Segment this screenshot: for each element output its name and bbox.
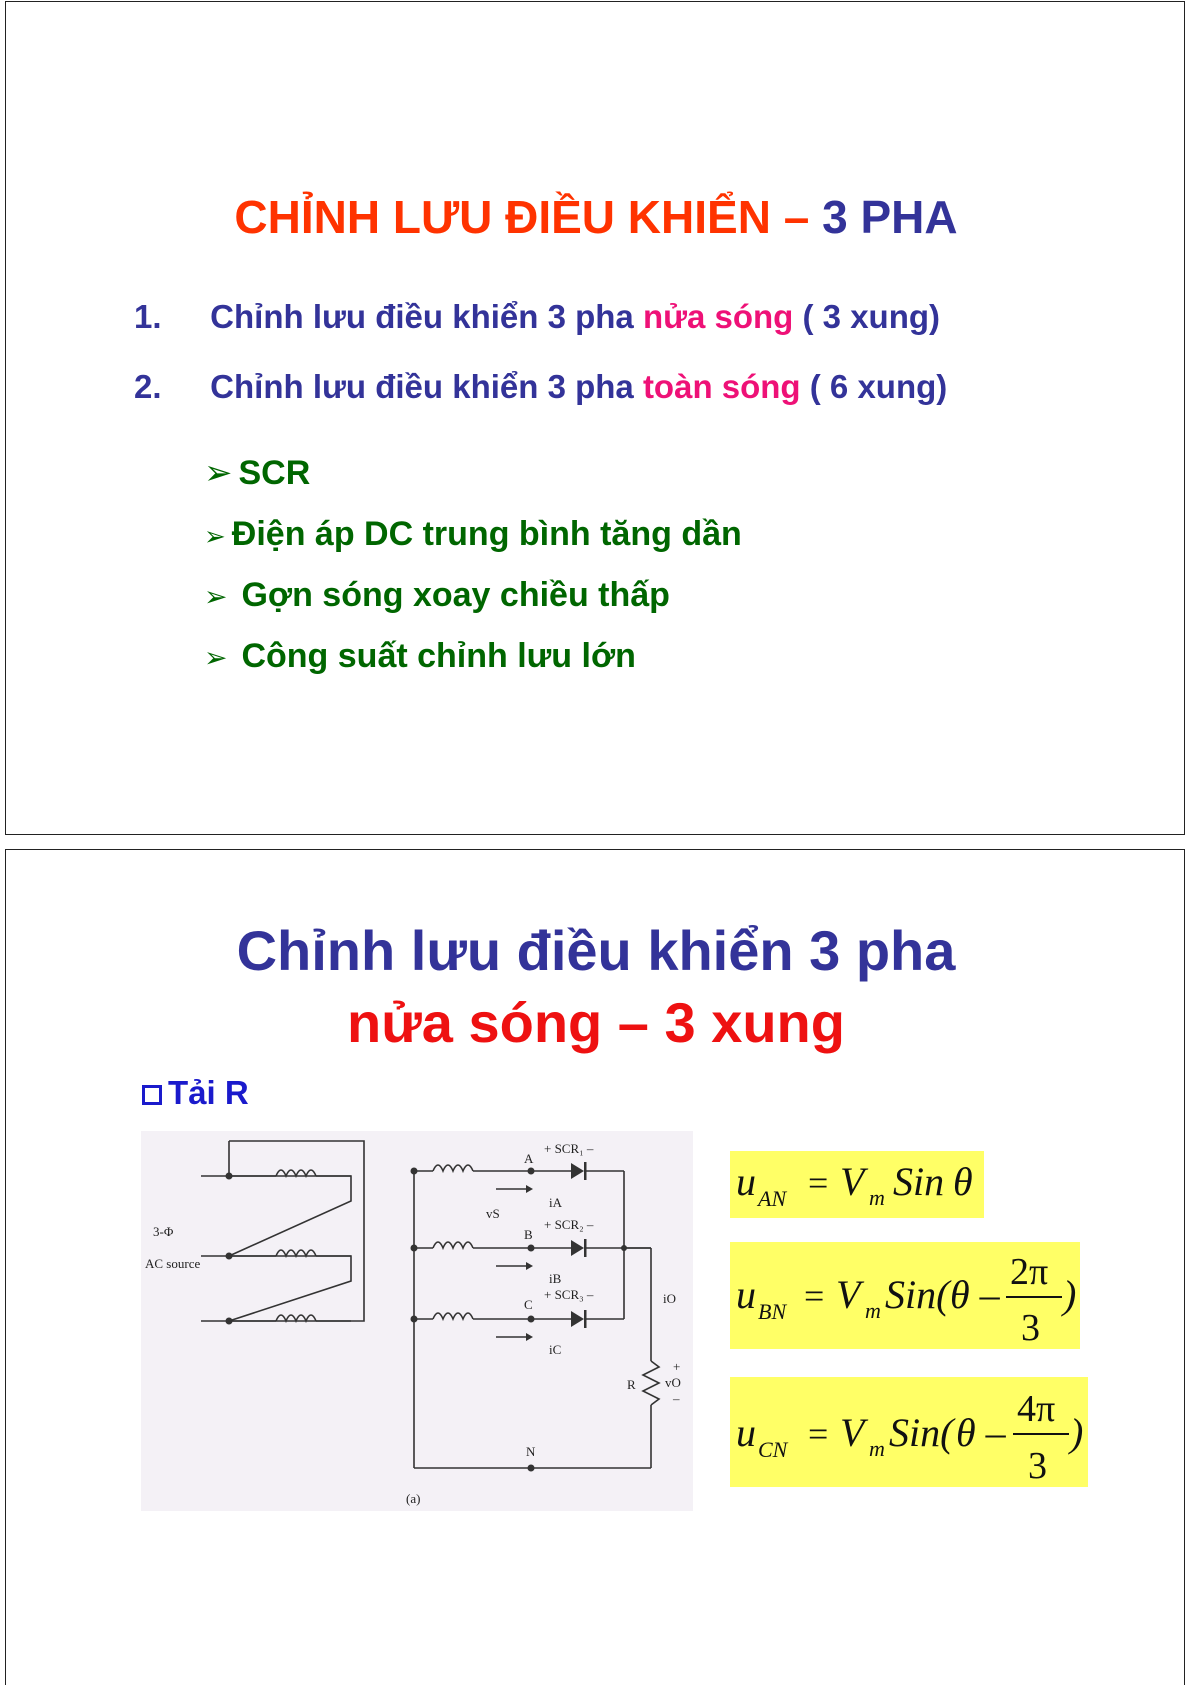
current-label: iO <box>663 1291 676 1306</box>
svg-text:BN: BN <box>758 1299 787 1324</box>
slide-2 <box>5 849 1185 1685</box>
svg-text:u: u <box>736 1272 756 1317</box>
svg-text:θ –: θ – <box>950 1272 1000 1317</box>
equation-uan <box>730 1151 984 1218</box>
svg-text:=: = <box>808 1414 829 1454</box>
svg-text:): ) <box>1070 1410 1084 1455</box>
svg-text:): ) <box>1063 1272 1077 1317</box>
list-number: 1. <box>134 298 162 335</box>
node-label: A <box>524 1151 534 1166</box>
list-text: Chỉnh lưu điều khiển 3 pha <box>210 298 634 335</box>
node-label: N <box>526 1444 536 1459</box>
scr-label: + SCR₃ – <box>544 1287 594 1302</box>
current-label: iB <box>549 1271 562 1286</box>
svg-text:=: = <box>804 1276 825 1316</box>
voltage-label: vO <box>665 1375 681 1390</box>
figure-caption: (a) <box>406 1491 421 1506</box>
source-label: 3-Φ <box>153 1224 174 1239</box>
list-suffix: ( 3 xung) <box>802 298 941 335</box>
svg-text:V: V <box>840 1159 865 1204</box>
arrow-bullet-icon: ➢ <box>204 454 233 492</box>
bullet-item: ➢ Điện áp DC trung bình tăng dần <box>204 515 742 553</box>
scr-label: + SCR₁ – <box>544 1141 594 1156</box>
svg-text:3: 3 <box>1028 1445 1047 1487</box>
list-item-1 <box>134 298 940 336</box>
node-label: B <box>524 1227 533 1242</box>
svg-text:u: u <box>736 1410 756 1455</box>
svg-text:V: V <box>840 1410 865 1455</box>
svg-text:CN: CN <box>758 1437 788 1462</box>
voltage-label: vS <box>486 1206 500 1221</box>
bullet-item: ➢ Gợn sóng xoay chiều thấp <box>204 576 670 614</box>
equation-ucn <box>730 1377 1088 1487</box>
title-part-2: 3 PHA <box>822 191 958 243</box>
list-item-2 <box>134 368 947 406</box>
source-label: AC source <box>145 1256 201 1271</box>
slide-2-title-line-2: nửa sóng – 3 xung <box>347 991 845 1054</box>
bullet-item: ➢ SCR <box>204 454 311 492</box>
svg-text:θ –: θ – <box>956 1410 1006 1455</box>
list-highlight: nửa sóng <box>642 298 794 335</box>
list-suffix: ( 6 xung) <box>809 368 948 405</box>
resistor-label: R <box>627 1377 636 1392</box>
svg-text:3: 3 <box>1021 1307 1040 1349</box>
svg-text:=: = <box>808 1163 829 1203</box>
current-label: iA <box>549 1195 562 1210</box>
svg-text:V: V <box>836 1272 861 1317</box>
arrow-bullet-icon: ➢ <box>204 521 226 551</box>
list-number: 2. <box>134 368 162 405</box>
scr-label: + SCR₂ – <box>544 1217 594 1232</box>
svg-text:m: m <box>869 1185 885 1210</box>
svg-text:4π: 4π <box>1017 1388 1056 1430</box>
list-highlight: toàn sóng <box>642 368 801 405</box>
svg-text:Sin(: Sin( <box>889 1410 954 1455</box>
subsection-heading: Tải R <box>142 1074 249 1112</box>
checkbox-bullet-icon <box>142 1085 162 1105</box>
svg-text:AN: AN <box>758 1186 787 1211</box>
slide-1 <box>5 1 1185 835</box>
node-label: C <box>524 1297 533 1312</box>
equation-ubn <box>730 1242 1080 1349</box>
svg-text:m: m <box>865 1298 881 1323</box>
svg-text:Sin: Sin <box>893 1159 945 1204</box>
current-label: iC <box>549 1342 562 1357</box>
list-text: Chỉnh lưu điều khiển 3 pha <box>210 368 634 405</box>
polarity-label: – <box>673 1391 680 1406</box>
circuit-diagram <box>141 1131 693 1511</box>
slide-1-title <box>6 190 1186 244</box>
arrow-bullet-icon: ➢ <box>204 581 228 612</box>
slide-2-title-line-1: Chỉnh lưu điều khiển 3 pha <box>236 919 956 982</box>
svg-text:2π: 2π <box>1010 1251 1049 1293</box>
svg-text:m: m <box>869 1436 885 1461</box>
bullet-item: ➢ Công suất chỉnh lưu lớn <box>204 637 636 675</box>
svg-text:Sin(: Sin( <box>885 1272 950 1317</box>
arrow-bullet-icon: ➢ <box>204 642 228 673</box>
svg-text:u: u <box>736 1159 756 1204</box>
title-part-1: CHỈNH LƯU ĐIỀU KHIỂN – <box>234 191 810 243</box>
polarity-label: + <box>673 1359 681 1374</box>
svg-text:θ: θ <box>953 1159 973 1204</box>
